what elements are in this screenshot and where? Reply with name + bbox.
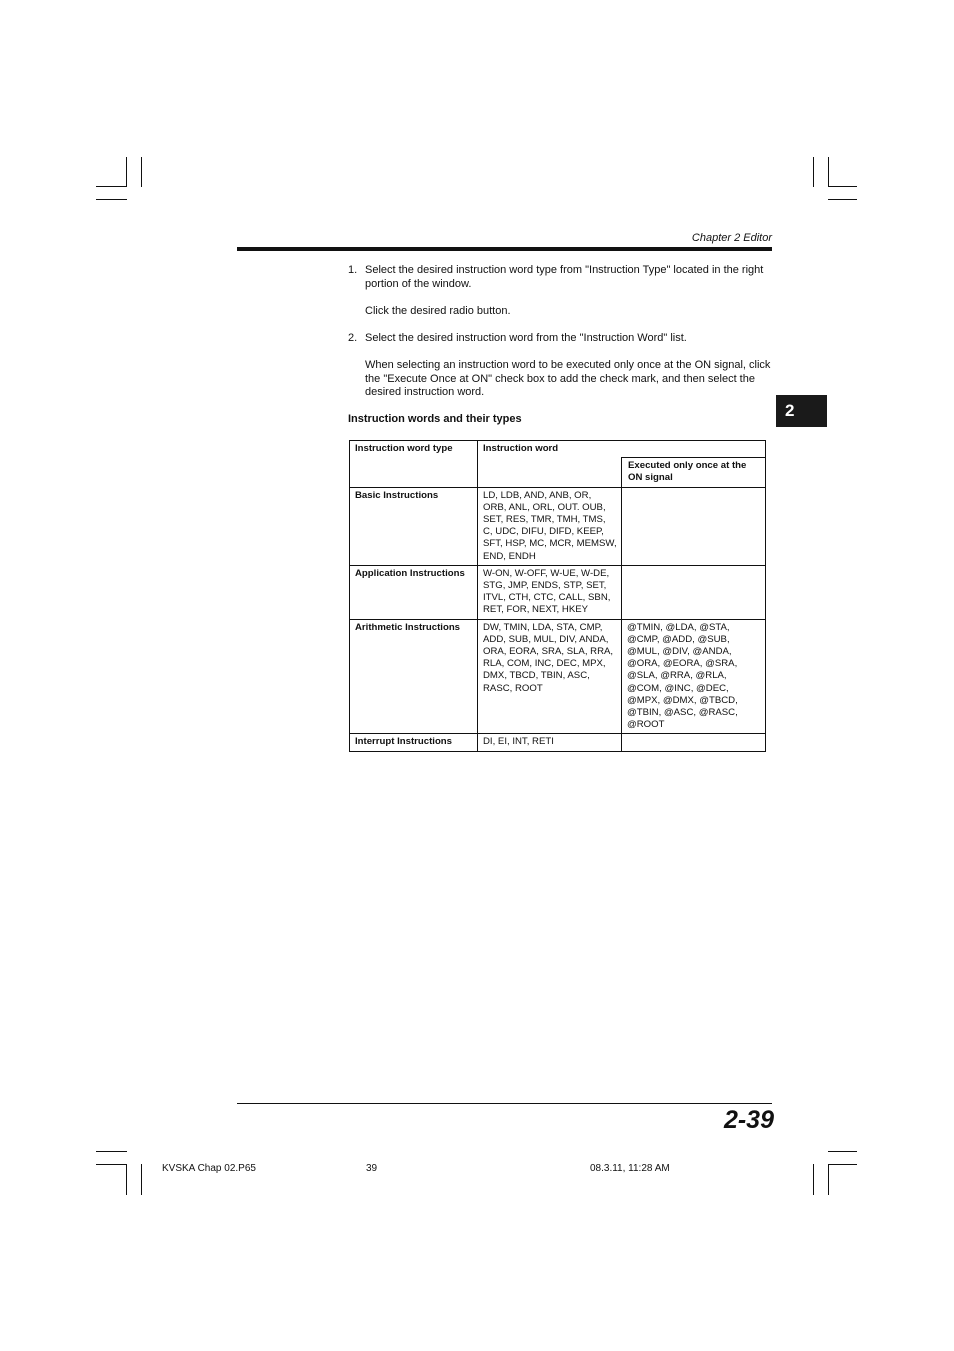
header-type: Instruction word type xyxy=(350,441,478,488)
row-interrupt-word: DI, EI, INT, RETI xyxy=(478,734,622,751)
crop-mark xyxy=(828,1164,829,1195)
crop-mark xyxy=(141,157,142,187)
crop-mark xyxy=(828,1164,857,1165)
crop-mark xyxy=(96,1151,127,1152)
row-arithmetic-word: DW, TMIN, LDA, STA, CMP, ADD, SUB, MUL, DIV, ANDA, ORA, EORA, SRA, SLA, RRA, RLA, COM, INC, DEC, MPX, DMX, TBCD, TBIN, ASC, RASC, ROOT xyxy=(478,619,622,734)
row-application-once xyxy=(622,565,766,619)
row-arithmetic-once: @TMIN, @LDA, @STA, @CMP, @ADD, @SUB, @MUL, @DIV, @ANDA, @ORA, @EORA, @SRA, @SLA, @RRA, @RLA, @COM, @INC, @DEC, @MPX, @DMX, @TBCD, @TBIN, @ASC, @RASC, @ROOT xyxy=(622,619,766,734)
table-row xyxy=(350,619,766,734)
table-row xyxy=(350,734,766,751)
step-1-text: Select the desired instruction word type from "Instruction Type" located in the right portion of the window. xyxy=(365,264,764,290)
row-basic-once xyxy=(622,487,766,565)
crop-mark xyxy=(813,1164,814,1195)
crop-mark xyxy=(828,157,829,187)
row-basic-word: LD, LDB, AND, ANB, OR, ORB, ANL, ORL, OUT. OUB, SET, RES, TMR, TMH, TMS, C, UDC, DIFU, DIFD, KEEP, SFT, HSP, MC, MCR, MEMSW, END, ENDH xyxy=(478,487,622,565)
header-word: Instruction word xyxy=(478,441,766,458)
instruction-table xyxy=(349,440,766,752)
footer-file: KVSKA Chap 02.P65 xyxy=(162,1163,256,1174)
crop-mark xyxy=(96,1164,127,1165)
footer-datetime: 08.3.11, 11:28 AM xyxy=(590,1163,670,1174)
page-number: 2-39 xyxy=(723,1106,774,1134)
step-2-note: When selecting an instruction word to be executed only once at the ON signal, click the "Execute Once at ON" check box to add the check mark, and then select the desired instruction word. xyxy=(365,359,771,398)
footer-page: 39 xyxy=(366,1163,378,1174)
crop-mark xyxy=(126,1164,127,1195)
chapter-label: Chapter 2 Editor xyxy=(691,232,772,244)
row-application-type: Application Instructions xyxy=(350,565,478,619)
crop-mark xyxy=(96,199,127,200)
crop-mark xyxy=(126,157,127,187)
header-rule xyxy=(237,247,772,251)
header-once-text: Executed only once at the ON signal xyxy=(628,460,747,484)
row-interrupt-type: Interrupt Instructions xyxy=(350,734,478,751)
crop-mark xyxy=(828,186,857,187)
step-2-number: 2. xyxy=(348,332,358,344)
table-row xyxy=(350,487,766,565)
crop-mark xyxy=(813,157,814,187)
crop-mark xyxy=(141,1164,142,1195)
chapter-tab: 2 xyxy=(776,395,827,427)
header-once xyxy=(622,458,766,487)
step-1-note: Click the desired radio button. xyxy=(365,305,511,317)
crop-mark xyxy=(96,186,127,187)
step-2-text: Select the desired instruction word from the "Instruction Word" list. xyxy=(365,332,687,344)
crop-mark xyxy=(828,199,857,200)
row-basic-type: Basic Instructions xyxy=(350,487,478,565)
section-heading: Instruction words and their types xyxy=(348,413,522,425)
header-word-spacer xyxy=(478,458,622,487)
crop-mark xyxy=(828,1151,857,1152)
row-application-word: W-ON, W-OFF, W-UE, W-DE, STG, JMP, ENDS, STP, SET, ITVL, CTH, CTC, CALL, SBN, RET, FOR, NEXT, HKEY xyxy=(478,565,622,619)
row-arithmetic-type: Arithmetic Instructions xyxy=(350,619,478,734)
step-1-number: 1. xyxy=(348,264,358,276)
table-row xyxy=(350,565,766,619)
row-interrupt-once xyxy=(622,734,766,751)
footer-rule xyxy=(237,1103,772,1104)
table-header-row xyxy=(350,441,766,458)
